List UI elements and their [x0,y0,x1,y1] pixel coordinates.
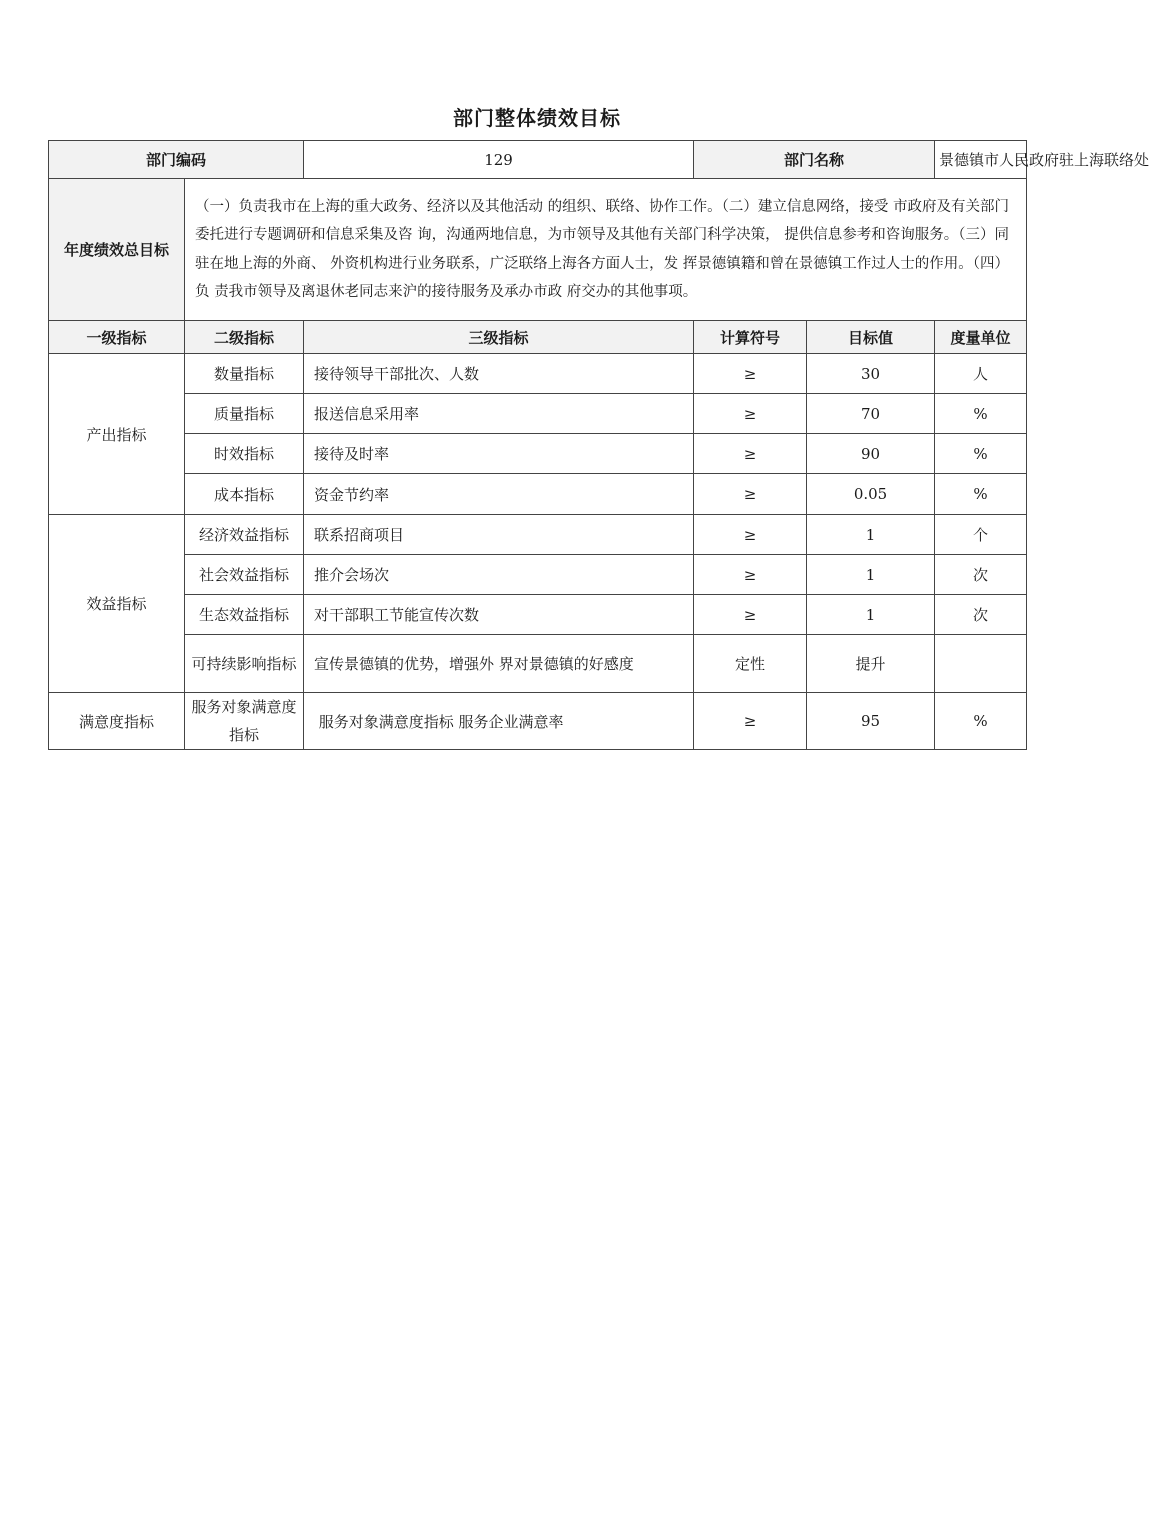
table-row [49,693,1027,750]
level1-cell-benefit: 效益指标 [49,515,185,693]
level3-cell: 联系招商项目 [304,515,694,555]
table-row [49,515,1027,555]
annual-goal-text: （一）负责我市在上海的重大政务、经济以及其他活动 的组织、联络、协作工作。（二）建立信息网络，接受 市政府及有关部门委托进行专题调研和信息采集及咨 询，沟通两地信息，为市领导及其他有关部门科学决策， 提供信息参考和咨询服务。（三）同驻在地上海的外商、 外资机构进行业务联系，广泛联络上海各方面人士，发 挥景德镇籍和曾在景德镇工作过人士的作用。（四）负 责我市领导及离退休老同志来沪的接待服务及承办市政 府交办的其他事项。 [185,179,1027,321]
operator-cell: ≥ [694,515,807,555]
level2-cell: 生态效益指标 [185,595,304,635]
level1-cell-satisfaction: 满意度指标 [49,693,185,750]
col-header-target: 目标值 [807,321,935,354]
operator-cell: ≥ [694,474,807,515]
level2-cell: 数量指标 [185,354,304,394]
operator-cell: ≥ [694,354,807,394]
level3-cell: 资金节约率 [304,474,694,515]
dept-code-value: 129 [304,141,694,179]
table-row [49,354,1027,394]
level2-cell: 社会效益指标 [185,555,304,595]
level3-cell: 接待及时率 [304,434,694,474]
annual-goal-label: 年度绩效总目标 [49,179,185,321]
level3-cell: 服务对象满意度指标 服务企业满意率 [304,693,694,750]
level2-cell: 可持续影响指标 [185,635,304,693]
level2-cell: 成本指标 [185,474,304,515]
level3-cell: 宣传景德镇的优势，增强外 界对景德镇的好感度 [304,635,694,693]
level2-cell: 质量指标 [185,394,304,434]
col-header-unit: 度量单位 [935,321,1027,354]
dept-name-value: 景德镇市人民政府驻上海联络处 [935,141,1027,179]
table-row [49,394,1027,434]
operator-cell: 定性 [694,635,807,693]
operator-cell: ≥ [694,434,807,474]
unit-cell: % [935,434,1027,474]
level3-cell: 推介会场次 [304,555,694,595]
table-row [49,635,1027,693]
unit-cell: 人 [935,354,1027,394]
unit-cell: 次 [935,555,1027,595]
table-row [49,434,1027,474]
table-row [49,595,1027,635]
level1-cell-output: 产出指标 [49,354,185,515]
target-cell: 0.05 [807,474,935,515]
target-cell: 70 [807,394,935,434]
level2-cell: 经济效益指标 [185,515,304,555]
target-cell: 1 [807,595,935,635]
col-header-operator: 计算符号 [694,321,807,354]
dept-name-label: 部门名称 [694,141,935,179]
performance-table [48,140,1149,750]
unit-cell: % [935,394,1027,434]
column-header-row [49,321,1027,354]
col-header-level3: 三级指标 [304,321,694,354]
target-cell: 提升 [807,635,935,693]
operator-cell: ≥ [694,595,807,635]
unit-cell: % [935,474,1027,515]
target-cell: 95 [807,693,935,750]
level3-cell: 对干部职工节能宣传次数 [304,595,694,635]
level3-cell: 报送信息采用率 [304,394,694,434]
target-cell: 1 [807,555,935,595]
operator-cell: ≥ [694,394,807,434]
table-row [49,555,1027,595]
annual-goal-row [49,179,1027,321]
target-cell: 90 [807,434,935,474]
dept-code-label: 部门编码 [49,141,304,179]
operator-cell: ≥ [694,693,807,750]
level2-cell: 时效指标 [185,434,304,474]
table-row [49,474,1027,515]
col-header-level2: 二级指标 [185,321,304,354]
operator-cell: ≥ [694,555,807,595]
target-cell: 1 [807,515,935,555]
target-cell: 30 [807,354,935,394]
col-header-level1: 一级指标 [49,321,185,354]
unit-cell [935,635,1027,693]
unit-cell: 次 [935,595,1027,635]
unit-cell: 个 [935,515,1027,555]
level3-cell: 接待领导干部批次、人数 [304,354,694,394]
page-title: 部门整体绩效目标 [453,106,621,130]
level2-cell: 服务对象满意度指标 [185,693,304,750]
dept-header-row [49,141,1027,179]
unit-cell: % [935,693,1027,750]
